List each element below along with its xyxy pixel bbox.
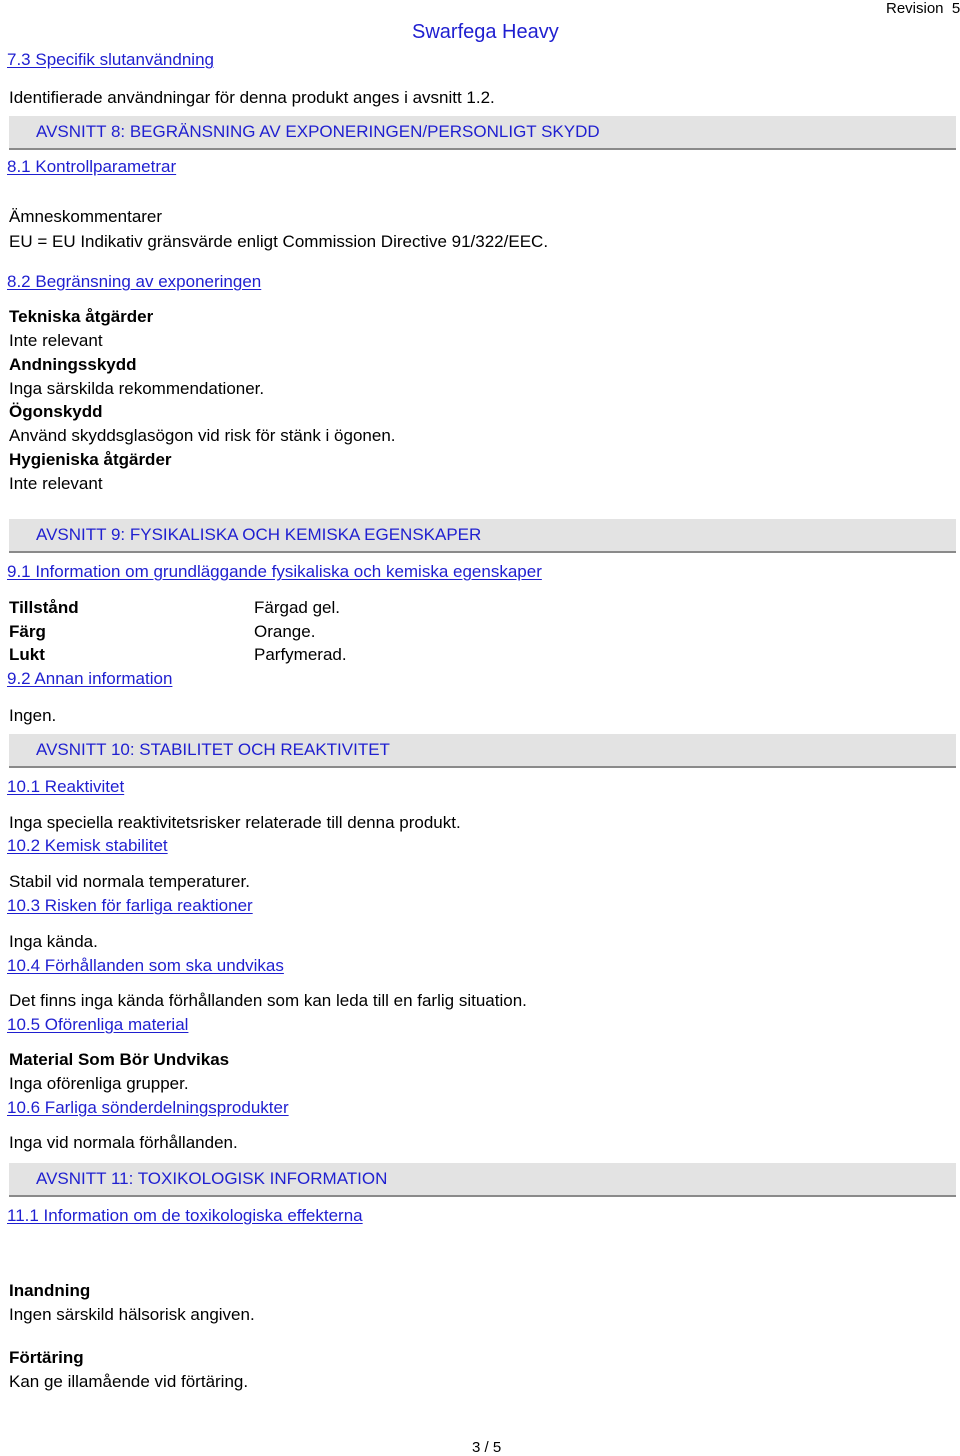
property-label-odor: Lukt [9,645,45,664]
text-7-3: Identifierade användningar för denna produkt anges i avsnitt 1.2. [9,88,495,107]
text-eye-protection: Använd skyddsglasögon vid risk för stänk i ögonen. [9,426,396,445]
text-10-1: Inga speciella reaktivitetsrisker relaterade till denna produkt. [9,813,461,832]
revision-label: Revision [886,0,944,17]
heading-10-5: 10.5 Oförenliga material [7,1015,189,1034]
property-label-color: Färg [9,622,46,641]
heading-11-1: 11.1 Information om de toxikologiska effekterna [7,1206,363,1225]
text-inhalation: Ingen särskild hälsorisk angiven. [9,1305,255,1324]
heading-9-2: 9.2 Annan information [7,669,173,688]
heading-7-3: 7.3 Specifik slutanvändning [7,50,214,69]
text-ingestion: Kan ge illamående vid förtäring. [9,1372,249,1391]
property-value-state: Färgad gel. [254,598,340,617]
heading-9-1: 9.1 Information om grundläggande fysikaliska och kemiska egenskaper [7,562,542,581]
property-label-state: Tillstånd [9,598,79,617]
section-10-title: AVSNITT 10: STABILITET OCH REAKTIVITET [36,740,390,759]
text-10-2: Stabil vid normala temperaturer. [9,872,250,891]
property-value-odor: Parfymerad. [254,645,347,664]
text-technical-measures: Inte relevant [9,331,103,350]
section-8-title: AVSNITT 8: BEGRÄNSNING AV EXPONERINGEN/PERSONLIGT SKYDD [36,122,600,141]
heading-10-2: 10.2 Kemisk stabilitet [7,836,168,855]
heading-8-1: 8.1 Kontrollparametrar [7,157,177,176]
label-eye-protection: Ögonskydd [9,402,103,421]
label-substance-comments: Ämneskommentarer [9,207,163,226]
product-name: Swarfega Heavy [412,21,559,43]
text-10-3: Inga kända. [9,932,98,951]
page-number: 3 / 5 [472,1439,502,1456]
revision-number: 5 [951,0,960,17]
heading-10-3: 10.3 Risken för farliga reaktioner [7,896,253,915]
label-respiratory-protection: Andningsskydd [9,355,137,374]
property-value-color: Orange. [254,622,316,641]
section-10-banner [9,734,956,768]
section-8-banner [9,116,956,150]
text-hygiene-measures: Inte relevant [9,474,103,493]
label-hygiene-measures: Hygieniska åtgärder [9,450,172,469]
heading-8-2: 8.2 Begränsning av exponeringen [7,272,262,291]
section-11-banner [9,1163,956,1197]
heading-10-1: 10.1 Reaktivitet [7,777,125,796]
text-10-6: Inga vid normala förhållanden. [9,1133,238,1152]
label-materials-to-avoid: Material Som Bör Undvikas [9,1050,230,1069]
text-9-2: Ingen. [9,706,57,725]
label-inhalation: Inandning [9,1281,91,1300]
heading-10-4: 10.4 Förhållanden som ska undvikas [7,956,284,975]
text-substance-comments: EU = EU Indikativ gränsvärde enligt Commission Directive 91/322/EEC. [9,232,549,251]
section-9-banner [9,519,956,553]
label-technical-measures: Tekniska åtgärder [9,307,154,326]
section-9-title: AVSNITT 9: FYSIKALISKA OCH KEMISKA EGENSKAPER [36,525,482,544]
section-11-title: AVSNITT 11: TOXIKOLOGISK INFORMATION [36,1169,388,1188]
text-10-5: Inga oförenliga grupper. [9,1074,189,1093]
heading-10-6: 10.6 Farliga sönderdelningsprodukter [7,1098,289,1117]
label-ingestion: Förtäring [9,1348,84,1367]
revision-indicator [886,0,960,18]
text-10-4: Det finns inga kända förhållanden som kan leda till en farlig situation. [9,991,527,1010]
text-respiratory-protection: Inga särskilda rekommendationer. [9,379,265,398]
